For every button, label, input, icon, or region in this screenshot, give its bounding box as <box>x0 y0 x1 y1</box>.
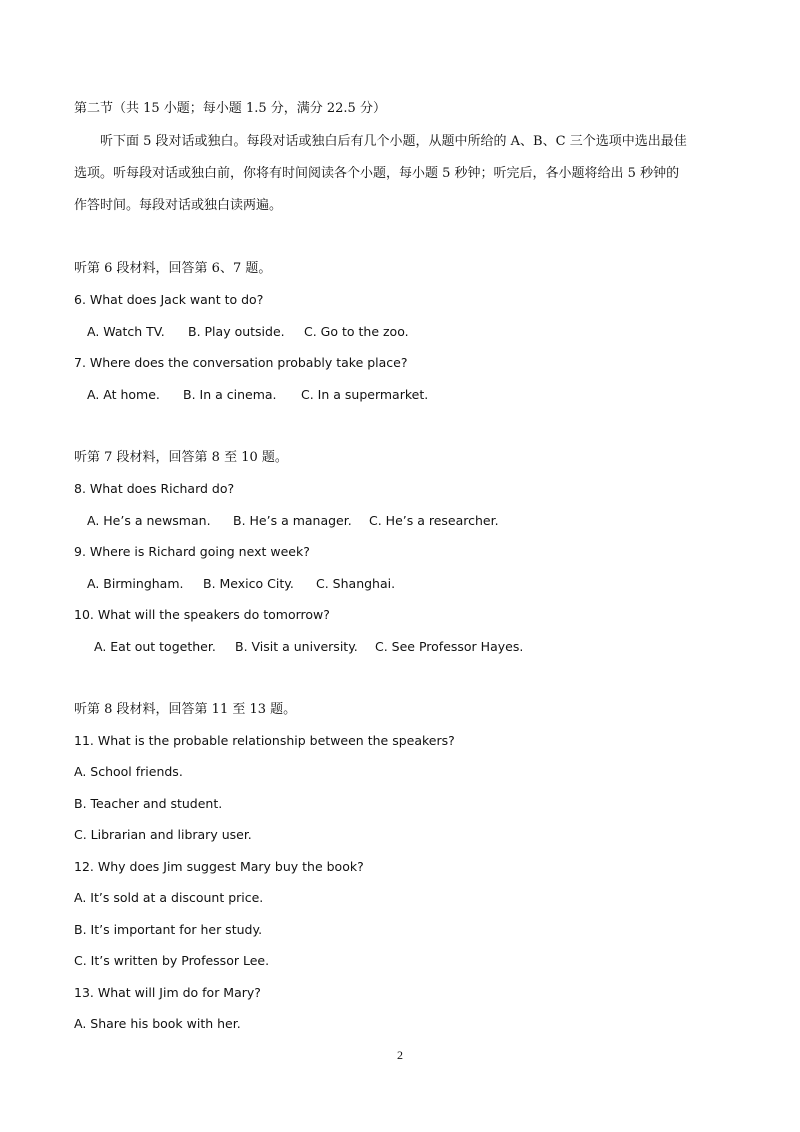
question-9-option-a: A. Birmingham. <box>87 576 184 591</box>
question-8-option-b: B. He’s a manager. <box>233 513 352 528</box>
question-9-option-b: B. Mexico City. <box>203 576 294 591</box>
question-10-option-b: B. Visit a university. <box>235 639 358 654</box>
question-12-option-b: B. It’s important for her study. <box>74 922 263 937</box>
section-title: 第二节（共 15 小题；每小题 1.5 分，满分 22.5 分） <box>74 101 386 116</box>
question-6-stem: 6. What does Jack want to do? <box>74 292 264 307</box>
question-10-option-a: A. Eat out together. <box>94 639 216 654</box>
question-6-option-b: B. Play outside. <box>188 324 285 339</box>
question-6-option-c: C. Go to the zoo. <box>304 324 409 339</box>
question-9-option-c: C. Shanghai. <box>316 576 396 591</box>
question-6-option-a: A. Watch TV. <box>87 324 165 339</box>
question-11-option-a: A. School friends. <box>74 764 183 779</box>
question-12-stem: 12. Why does Jim suggest Mary buy the book? <box>74 859 364 874</box>
group-header-7: 听第 7 段材料，回答第 8 至 10 题。 <box>74 450 288 465</box>
question-9-stem: 9. Where is Richard going next week? <box>74 544 310 559</box>
question-13-stem: 13. What will Jim do for Mary? <box>74 985 261 1000</box>
question-12-option-c: C. It’s written by Professor Lee. <box>74 953 270 968</box>
question-10-stem: 10. What will the speakers do tomorrow? <box>74 607 330 622</box>
group-header-8: 听第 8 段材料，回答第 11 至 13 题。 <box>74 702 297 717</box>
question-8-option-a: A. He’s a newsman. <box>87 513 211 528</box>
question-12-option-a: A. It’s sold at a discount price. <box>74 890 264 905</box>
group-header-6: 听第 6 段材料，回答第 6、7 题。 <box>74 261 272 276</box>
instructions-line-2: 选项。听每段对话或独白前，你将有时间阅读各个小题，每小题 5 秒钟；听完后，各小题将给出 5 秒钟的 <box>74 166 680 181</box>
question-7-option-b: B. In a cinema. <box>183 387 277 402</box>
question-11-stem: 11. What is the probable relationship between the speakers? <box>74 733 455 748</box>
question-7-option-c: C. In a supermarket. <box>301 387 429 402</box>
question-10-option-c: C. See Professor Hayes. <box>375 639 524 654</box>
question-7-option-a: A. At home. <box>87 387 160 402</box>
question-11-option-b: B. Teacher and student. <box>74 796 223 811</box>
instructions-line-3: 作答时间。每段对话或独白读两遍。 <box>74 198 283 213</box>
question-13-option-a: A. Share his book with her. <box>74 1016 241 1031</box>
question-7-stem: 7. Where does the conversation probably take place? <box>74 355 408 370</box>
question-11-option-c: C. Librarian and library user. <box>74 827 252 842</box>
page-number: 2 <box>397 1048 403 1062</box>
question-8-stem: 8. What does Richard do? <box>74 481 235 496</box>
instructions-line-1: 听下面 5 段对话或独白。每段对话或独白后有几个小题，从题中所给的 A、B、C 三个选项中选出最佳 <box>100 134 687 149</box>
question-8-option-c: C. He’s a researcher. <box>369 513 499 528</box>
